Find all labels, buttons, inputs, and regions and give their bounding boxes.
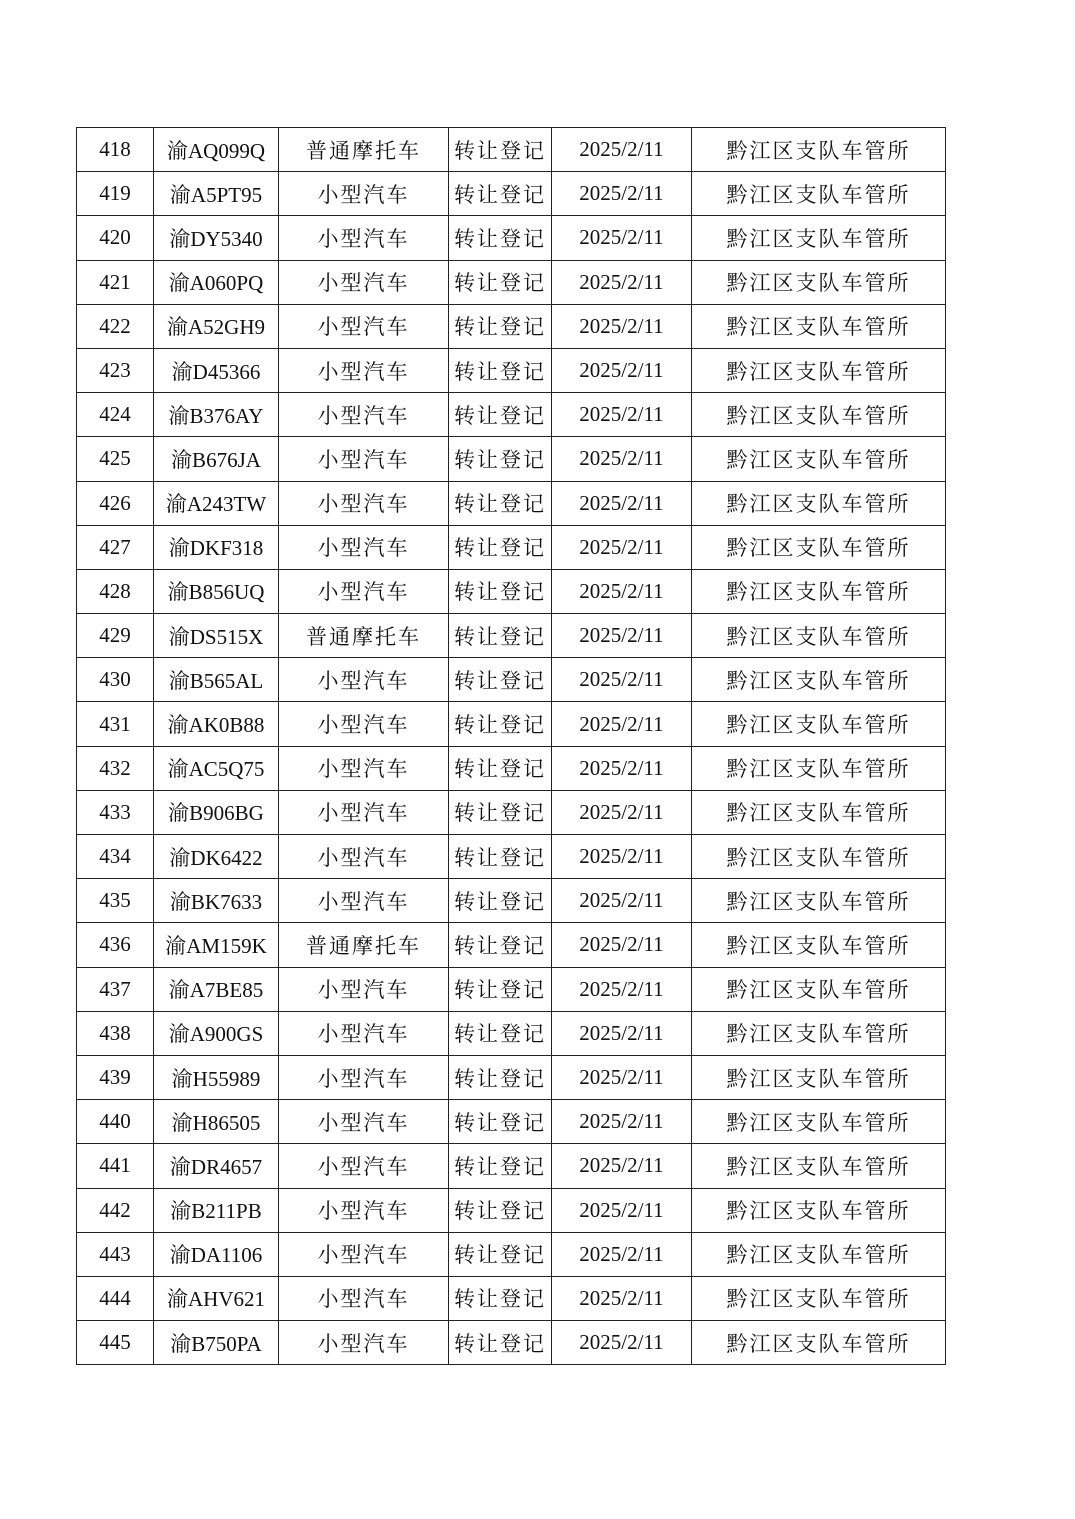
business-type-cell: 转让登记 [449, 702, 552, 746]
date-cell: 2025/2/11 [552, 614, 692, 658]
vehicle-type-cell: 小型汽车 [279, 1276, 449, 1320]
office-cell: 黔江区支队车管所 [692, 1011, 946, 1055]
business-type-cell: 转让登记 [449, 569, 552, 613]
vehicle-type-cell: 小型汽车 [279, 1100, 449, 1144]
vehicle-type-cell: 小型汽车 [279, 702, 449, 746]
office-cell: 黔江区支队车管所 [692, 128, 946, 172]
vehicle-type-cell: 小型汽车 [279, 569, 449, 613]
business-type-cell: 转让登记 [449, 304, 552, 348]
table-row [77, 1144, 946, 1188]
row-number-cell: 426 [77, 481, 154, 525]
vehicle-type-cell: 小型汽车 [279, 1011, 449, 1055]
date-cell: 2025/2/11 [552, 702, 692, 746]
table-row [77, 746, 946, 790]
business-type-cell: 转让登记 [449, 393, 552, 437]
office-cell: 黔江区支队车管所 [692, 1321, 946, 1365]
row-number-cell: 437 [77, 967, 154, 1011]
plate-number-cell: 渝B211PB [154, 1188, 279, 1232]
business-type-cell: 转让登记 [449, 1144, 552, 1188]
business-type-cell: 转让登记 [449, 835, 552, 879]
table-row [77, 923, 946, 967]
row-number-cell: 421 [77, 260, 154, 304]
date-cell: 2025/2/11 [552, 569, 692, 613]
plate-number-cell: 渝B856UQ [154, 569, 279, 613]
row-number-cell: 422 [77, 304, 154, 348]
plate-number-cell: 渝DR4657 [154, 1144, 279, 1188]
row-number-cell: 428 [77, 569, 154, 613]
plate-number-cell: 渝B565AL [154, 658, 279, 702]
vehicle-type-cell: 小型汽车 [279, 525, 449, 569]
office-cell: 黔江区支队车管所 [692, 216, 946, 260]
plate-number-cell: 渝AHV621 [154, 1276, 279, 1320]
date-cell: 2025/2/11 [552, 260, 692, 304]
row-number-cell: 420 [77, 216, 154, 260]
date-cell: 2025/2/11 [552, 393, 692, 437]
date-cell: 2025/2/11 [552, 172, 692, 216]
business-type-cell: 转让登记 [449, 1232, 552, 1276]
vehicle-registration-table [76, 127, 946, 1365]
plate-number-cell: 渝A5PT95 [154, 172, 279, 216]
table-row [77, 879, 946, 923]
office-cell: 黔江区支队车管所 [692, 1100, 946, 1144]
business-type-cell: 转让登记 [449, 658, 552, 702]
vehicle-type-cell: 小型汽车 [279, 1144, 449, 1188]
row-number-cell: 430 [77, 658, 154, 702]
office-cell: 黔江区支队车管所 [692, 260, 946, 304]
date-cell: 2025/2/11 [552, 481, 692, 525]
plate-number-cell: 渝DK6422 [154, 835, 279, 879]
date-cell: 2025/2/11 [552, 967, 692, 1011]
row-number-cell: 433 [77, 790, 154, 834]
date-cell: 2025/2/11 [552, 1232, 692, 1276]
row-number-cell: 418 [77, 128, 154, 172]
table-row [77, 260, 946, 304]
business-type-cell: 转让登记 [449, 879, 552, 923]
row-number-cell: 429 [77, 614, 154, 658]
row-number-cell: 434 [77, 835, 154, 879]
date-cell: 2025/2/11 [552, 1100, 692, 1144]
date-cell: 2025/2/11 [552, 658, 692, 702]
row-number-cell: 419 [77, 172, 154, 216]
office-cell: 黔江区支队车管所 [692, 304, 946, 348]
business-type-cell: 转让登记 [449, 172, 552, 216]
plate-number-cell: 渝A900GS [154, 1011, 279, 1055]
row-number-cell: 439 [77, 1055, 154, 1099]
vehicle-type-cell: 小型汽车 [279, 1055, 449, 1099]
date-cell: 2025/2/11 [552, 1011, 692, 1055]
plate-number-cell: 渝DA1106 [154, 1232, 279, 1276]
vehicle-type-cell: 普通摩托车 [279, 128, 449, 172]
vehicle-type-cell: 普通摩托车 [279, 614, 449, 658]
table-row [77, 614, 946, 658]
row-number-cell: 443 [77, 1232, 154, 1276]
row-number-cell: 445 [77, 1321, 154, 1365]
table-row [77, 1232, 946, 1276]
table-row [77, 1188, 946, 1232]
office-cell: 黔江区支队车管所 [692, 790, 946, 834]
date-cell: 2025/2/11 [552, 437, 692, 481]
row-number-cell: 436 [77, 923, 154, 967]
row-number-cell: 444 [77, 1276, 154, 1320]
table-row [77, 437, 946, 481]
row-number-cell: 440 [77, 1100, 154, 1144]
date-cell: 2025/2/11 [552, 525, 692, 569]
date-cell: 2025/2/11 [552, 1321, 692, 1365]
business-type-cell: 转让登记 [449, 1276, 552, 1320]
plate-number-cell: 渝B906BG [154, 790, 279, 834]
row-number-cell: 438 [77, 1011, 154, 1055]
date-cell: 2025/2/11 [552, 746, 692, 790]
table-row [77, 702, 946, 746]
vehicle-type-cell: 小型汽车 [279, 437, 449, 481]
date-cell: 2025/2/11 [552, 128, 692, 172]
business-type-cell: 转让登记 [449, 923, 552, 967]
plate-number-cell: 渝D45366 [154, 348, 279, 392]
table-row [77, 348, 946, 392]
row-number-cell: 424 [77, 393, 154, 437]
office-cell: 黔江区支队车管所 [692, 1055, 946, 1099]
office-cell: 黔江区支队车管所 [692, 1232, 946, 1276]
vehicle-type-cell: 小型汽车 [279, 172, 449, 216]
business-type-cell: 转让登记 [449, 216, 552, 260]
row-number-cell: 423 [77, 348, 154, 392]
plate-number-cell: 渝DY5340 [154, 216, 279, 260]
business-type-cell: 转让登记 [449, 1321, 552, 1365]
date-cell: 2025/2/11 [552, 348, 692, 392]
row-number-cell: 425 [77, 437, 154, 481]
vehicle-type-cell: 小型汽车 [279, 835, 449, 879]
table-row [77, 525, 946, 569]
date-cell: 2025/2/11 [552, 304, 692, 348]
business-type-cell: 转让登记 [449, 1011, 552, 1055]
office-cell: 黔江区支队车管所 [692, 393, 946, 437]
business-type-cell: 转让登记 [449, 128, 552, 172]
table-row [77, 967, 946, 1011]
table-row [77, 658, 946, 702]
plate-number-cell: 渝H55989 [154, 1055, 279, 1099]
date-cell: 2025/2/11 [552, 1144, 692, 1188]
office-cell: 黔江区支队车管所 [692, 923, 946, 967]
business-type-cell: 转让登记 [449, 614, 552, 658]
table-row [77, 790, 946, 834]
table-row [77, 1276, 946, 1320]
vehicle-type-cell: 小型汽车 [279, 1232, 449, 1276]
business-type-cell: 转让登记 [449, 1100, 552, 1144]
table-row [77, 1100, 946, 1144]
plate-number-cell: 渝DS515X [154, 614, 279, 658]
date-cell: 2025/2/11 [552, 216, 692, 260]
table-row [77, 481, 946, 525]
business-type-cell: 转让登记 [449, 1188, 552, 1232]
table-row [77, 569, 946, 613]
office-cell: 黔江区支队车管所 [692, 879, 946, 923]
vehicle-type-cell: 小型汽车 [279, 348, 449, 392]
plate-number-cell: 渝B676JA [154, 437, 279, 481]
business-type-cell: 转让登记 [449, 348, 552, 392]
table-row [77, 835, 946, 879]
office-cell: 黔江区支队车管所 [692, 614, 946, 658]
vehicle-type-cell: 小型汽车 [279, 658, 449, 702]
office-cell: 黔江区支队车管所 [692, 348, 946, 392]
date-cell: 2025/2/11 [552, 879, 692, 923]
table-body [77, 128, 946, 1365]
plate-number-cell: 渝A243TW [154, 481, 279, 525]
plate-number-cell: 渝H86505 [154, 1100, 279, 1144]
table-row [77, 216, 946, 260]
table-row [77, 172, 946, 216]
vehicle-type-cell: 小型汽车 [279, 790, 449, 834]
vehicle-type-cell: 小型汽车 [279, 746, 449, 790]
vehicle-type-cell: 小型汽车 [279, 393, 449, 437]
date-cell: 2025/2/11 [552, 1276, 692, 1320]
date-cell: 2025/2/11 [552, 923, 692, 967]
date-cell: 2025/2/11 [552, 1188, 692, 1232]
office-cell: 黔江区支队车管所 [692, 481, 946, 525]
plate-number-cell: 渝B750PA [154, 1321, 279, 1365]
vehicle-type-cell: 小型汽车 [279, 216, 449, 260]
office-cell: 黔江区支队车管所 [692, 437, 946, 481]
row-number-cell: 435 [77, 879, 154, 923]
business-type-cell: 转让登记 [449, 437, 552, 481]
plate-number-cell: 渝A060PQ [154, 260, 279, 304]
office-cell: 黔江区支队车管所 [692, 569, 946, 613]
vehicle-type-cell: 小型汽车 [279, 1188, 449, 1232]
office-cell: 黔江区支队车管所 [692, 746, 946, 790]
plate-number-cell: 渝A52GH9 [154, 304, 279, 348]
business-type-cell: 转让登记 [449, 481, 552, 525]
vehicle-type-cell: 小型汽车 [279, 967, 449, 1011]
plate-number-cell: 渝AM159K [154, 923, 279, 967]
table-row [77, 1055, 946, 1099]
row-number-cell: 442 [77, 1188, 154, 1232]
business-type-cell: 转让登记 [449, 746, 552, 790]
date-cell: 2025/2/11 [552, 790, 692, 834]
date-cell: 2025/2/11 [552, 1055, 692, 1099]
plate-number-cell: 渝BK7633 [154, 879, 279, 923]
vehicle-type-cell: 小型汽车 [279, 260, 449, 304]
plate-number-cell: 渝AC5Q75 [154, 746, 279, 790]
office-cell: 黔江区支队车管所 [692, 835, 946, 879]
vehicle-type-cell: 小型汽车 [279, 304, 449, 348]
date-cell: 2025/2/11 [552, 835, 692, 879]
office-cell: 黔江区支队车管所 [692, 702, 946, 746]
office-cell: 黔江区支队车管所 [692, 967, 946, 1011]
office-cell: 黔江区支队车管所 [692, 1188, 946, 1232]
table-row [77, 1321, 946, 1365]
plate-number-cell: 渝AQ099Q [154, 128, 279, 172]
table-row [77, 1011, 946, 1055]
vehicle-type-cell: 小型汽车 [279, 1321, 449, 1365]
table-row [77, 393, 946, 437]
office-cell: 黔江区支队车管所 [692, 525, 946, 569]
plate-number-cell: 渝A7BE85 [154, 967, 279, 1011]
plate-number-cell: 渝DKF318 [154, 525, 279, 569]
row-number-cell: 427 [77, 525, 154, 569]
office-cell: 黔江区支队车管所 [692, 658, 946, 702]
business-type-cell: 转让登记 [449, 790, 552, 834]
vehicle-type-cell: 小型汽车 [279, 879, 449, 923]
row-number-cell: 431 [77, 702, 154, 746]
business-type-cell: 转让登记 [449, 260, 552, 304]
table-row [77, 304, 946, 348]
business-type-cell: 转让登记 [449, 525, 552, 569]
business-type-cell: 转让登记 [449, 1055, 552, 1099]
table-row [77, 128, 946, 172]
office-cell: 黔江区支队车管所 [692, 1276, 946, 1320]
vehicle-type-cell: 小型汽车 [279, 481, 449, 525]
plate-number-cell: 渝AK0B88 [154, 702, 279, 746]
office-cell: 黔江区支队车管所 [692, 172, 946, 216]
office-cell: 黔江区支队车管所 [692, 1144, 946, 1188]
vehicle-type-cell: 普通摩托车 [279, 923, 449, 967]
business-type-cell: 转让登记 [449, 967, 552, 1011]
row-number-cell: 441 [77, 1144, 154, 1188]
row-number-cell: 432 [77, 746, 154, 790]
plate-number-cell: 渝B376AY [154, 393, 279, 437]
